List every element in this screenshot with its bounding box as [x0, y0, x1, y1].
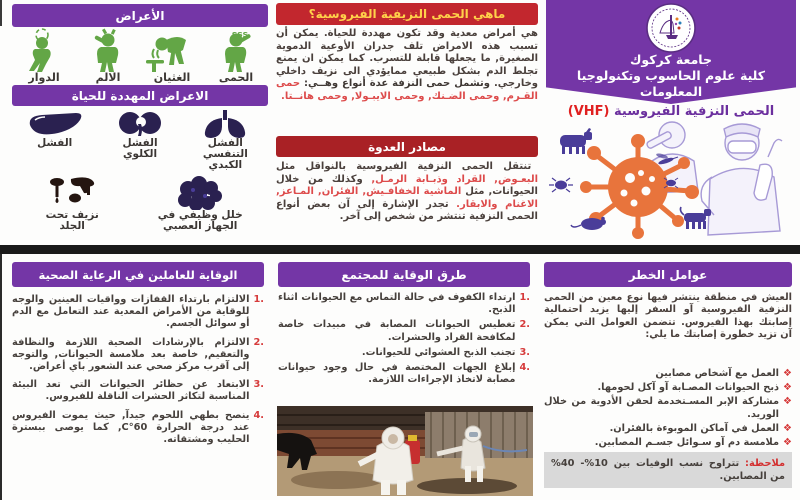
- sources-part3: تجدر الإشارة إلى آن بعض أنواع الحمى النزفية تنتشر من شخص إلى آخر.: [276, 198, 538, 222]
- symptom-pain: الالم: [76, 28, 140, 84]
- university-logo: [646, 3, 696, 53]
- list-item: 2. تغطيس الحيوانات المصابة في مبيدات خاصة لمكافحة القراد والحشرات.: [278, 319, 530, 343]
- bullet-item: ❖ ملامسة دم آو سـوائل جسـم المصابين.: [544, 437, 792, 449]
- sources-part2: وكذلك من خلال الحيوانات, مثل: [276, 173, 538, 197]
- list-item: 3. الابتعاد عن حظائر الحيوانات التي تعد البيئة المناسبة لتكاثر الحشرات الناقلة للفيروس.: [12, 379, 264, 403]
- poster-title-abbr: (VHF): [567, 104, 610, 119]
- organ-lungs: الفشل التنفسي الكبدي: [183, 110, 268, 174]
- healthcare-prevention-header: الوقاية للعاملين في الرعاية الصحية: [12, 262, 264, 287]
- left-edge-line: [0, 254, 2, 500]
- bullet-item: ❖ العمل مع آشخاص مصابين: [544, 368, 792, 380]
- list-item: 1. الالتزام بارتداء القفازات وواقيات العينين والوجه للوقاية من الأمراض المعدية عند التعامل مع الدم أو سوائل الجسم.: [12, 294, 264, 330]
- list-item: 4. إبلاغ الجهات المختصة في حال وجود حيوانات مصابة لاتخاذ الإجراءات اللازمة.: [278, 362, 530, 386]
- section-divider: [0, 245, 800, 254]
- virus-illustration: [546, 121, 798, 243]
- complication-nervous: خلل وظيفي في الجهاز العصبي: [141, 176, 259, 240]
- diamond-bullet-icon: [783, 368, 792, 380]
- dizziness-icon: [16, 28, 72, 72]
- types-lead-text: وتشمل حمى النزفة عدة أنواع وهــي:: [300, 78, 490, 89]
- symptoms-header: الأعراض: [12, 4, 268, 27]
- what-is-vhf-header: ماهي الحمى النزيفية الفيروسية؟: [276, 3, 538, 25]
- infection-sources-body: [276, 161, 538, 224]
- bullet-item: ❖ العمل في آماكن الموبوءة بالفئران.: [544, 423, 792, 435]
- nausea-icon: [144, 28, 200, 72]
- kidneys-icon: [114, 110, 166, 138]
- risk-factors-intro: العيش في منطقة ينتشر فيها نوع معين من الحمى النزفية الفيروسية آو السفر إليها يزيد احتمالية إصابتك بهذا الفيروس. تتضمن العوامل التي يمكن آن تزيد خطورة إصابتك ما يلي:: [544, 292, 792, 340]
- complication-bleeding: نزيف تحت الجلد: [21, 176, 123, 240]
- symptom-dizziness: الدوار: [12, 28, 76, 84]
- organ-kidneys: الفشل الكلوي: [97, 110, 182, 174]
- community-prevention-header: طرق الوقاية للمجتمع: [278, 262, 530, 287]
- sources-animals: الماشية الخفافـيش, الفئران, المـاعز, الاغنام والابقار.: [276, 186, 538, 210]
- community-prevention-list: [278, 292, 530, 389]
- college-name-line2: المعلومات: [639, 84, 703, 99]
- list-item: 1. ارتداء الكفوف في حالة التماس مع الحيوانات اثناء الذبح.: [278, 292, 530, 316]
- hazmat-spraying-photo: [277, 406, 533, 496]
- list-item: 3. تجنب الذبح العشوائي للحيوانات.: [361, 346, 530, 358]
- infection-sources-header: مصادر العدوة: [276, 136, 538, 157]
- college-name-line1: كلية علوم الحاسوب وتكنولوجيا: [576, 68, 766, 83]
- symptom-nausea: الغثيان: [140, 28, 204, 84]
- diamond-bullet-icon: [783, 382, 792, 394]
- virus-transmission-illustration: [546, 121, 798, 243]
- top-left-edge-mark: [0, 0, 2, 26]
- bleeding-icon: [45, 176, 99, 210]
- lungs-icon: [199, 110, 251, 138]
- university-name: جامعة كركوك: [629, 52, 713, 67]
- risk-factors-list: [544, 368, 792, 451]
- note-text: تتراوح نسب الوفيات بين 10%- 40% من المصابين.: [551, 458, 785, 482]
- decontamination-photo: [277, 406, 533, 496]
- what-body-text: هي أمراض معدية وقد تكون مهددة للحياة. يمكن أن تسبب هذه الامراض تلف جدران الأوعية الدموية الصغيرة, ما يجعلها قابلة للتسرب. كما يمكن ان يمنع تجلط الدم بشكل طبيعي ممايؤدي الى نزيف داخلي وخارجي.: [276, 28, 538, 89]
- organ-failure-row: [12, 110, 268, 174]
- diamond-bullet-icon: [783, 423, 792, 435]
- fever-icon: [208, 28, 264, 72]
- sources-vectors: البعـوض, القراد وذبـابة الرمـل,: [371, 173, 538, 185]
- university-seal-icon: [646, 3, 696, 53]
- healthcare-prevention-list: [12, 294, 264, 452]
- bullet-item: ❖ ذبح الحيوانات المصـابة آو آكل لحومها.: [544, 382, 792, 394]
- list-item: 2. الالتزام بالإرشادات الصحية اللازمة والنظافة والتعقيم, خاصة بعد ملامسة الحيوانات, والتوجه إلى آقرب مركز صحي عند الشعور باي أعراض.: [12, 336, 264, 373]
- list-item: 4. ينصح بطهي اللحوم جيدآ, حيث يموت الفيروس عند درجة الحرارة 60°C, كما يوصى ببسترة الحليب ومشتقاته.: [12, 409, 264, 446]
- organ-liver: الفشل: [12, 110, 97, 174]
- mortality-note: [544, 452, 792, 488]
- poster-title: [546, 104, 796, 119]
- symptoms-row: [12, 28, 268, 84]
- symptom-fever: الحمى: [204, 28, 268, 84]
- types-list-text: حمى القـرم, وحمى الضـنك, وحمى الايبـولا, وحمى هانــتا.: [276, 78, 538, 102]
- diamond-bullet-icon: [783, 437, 792, 449]
- brain-icon: [175, 176, 225, 210]
- what-is-vhf-body: [276, 28, 538, 103]
- sources-part1: تنتقل الحمى النزفية الفيروسية بالنواقل مثل: [276, 161, 532, 172]
- poster-title-text: الحمى النزفية الفيروسية: [614, 104, 775, 119]
- life-threatening-header: الاعراض المهددة للحياة: [12, 85, 268, 106]
- liver-icon: [26, 110, 84, 138]
- bullet-item: ❖ مشاركة الإبر المسـتخدمة لحقن الأدوية من خلال الوريد.: [544, 396, 792, 420]
- diamond-bullet-icon: [783, 396, 792, 420]
- note-label: ملاحظة:: [745, 458, 786, 469]
- pain-icon: [80, 28, 136, 72]
- complications-row: [12, 176, 268, 240]
- risk-factors-header: عوامل الخطر: [544, 262, 792, 287]
